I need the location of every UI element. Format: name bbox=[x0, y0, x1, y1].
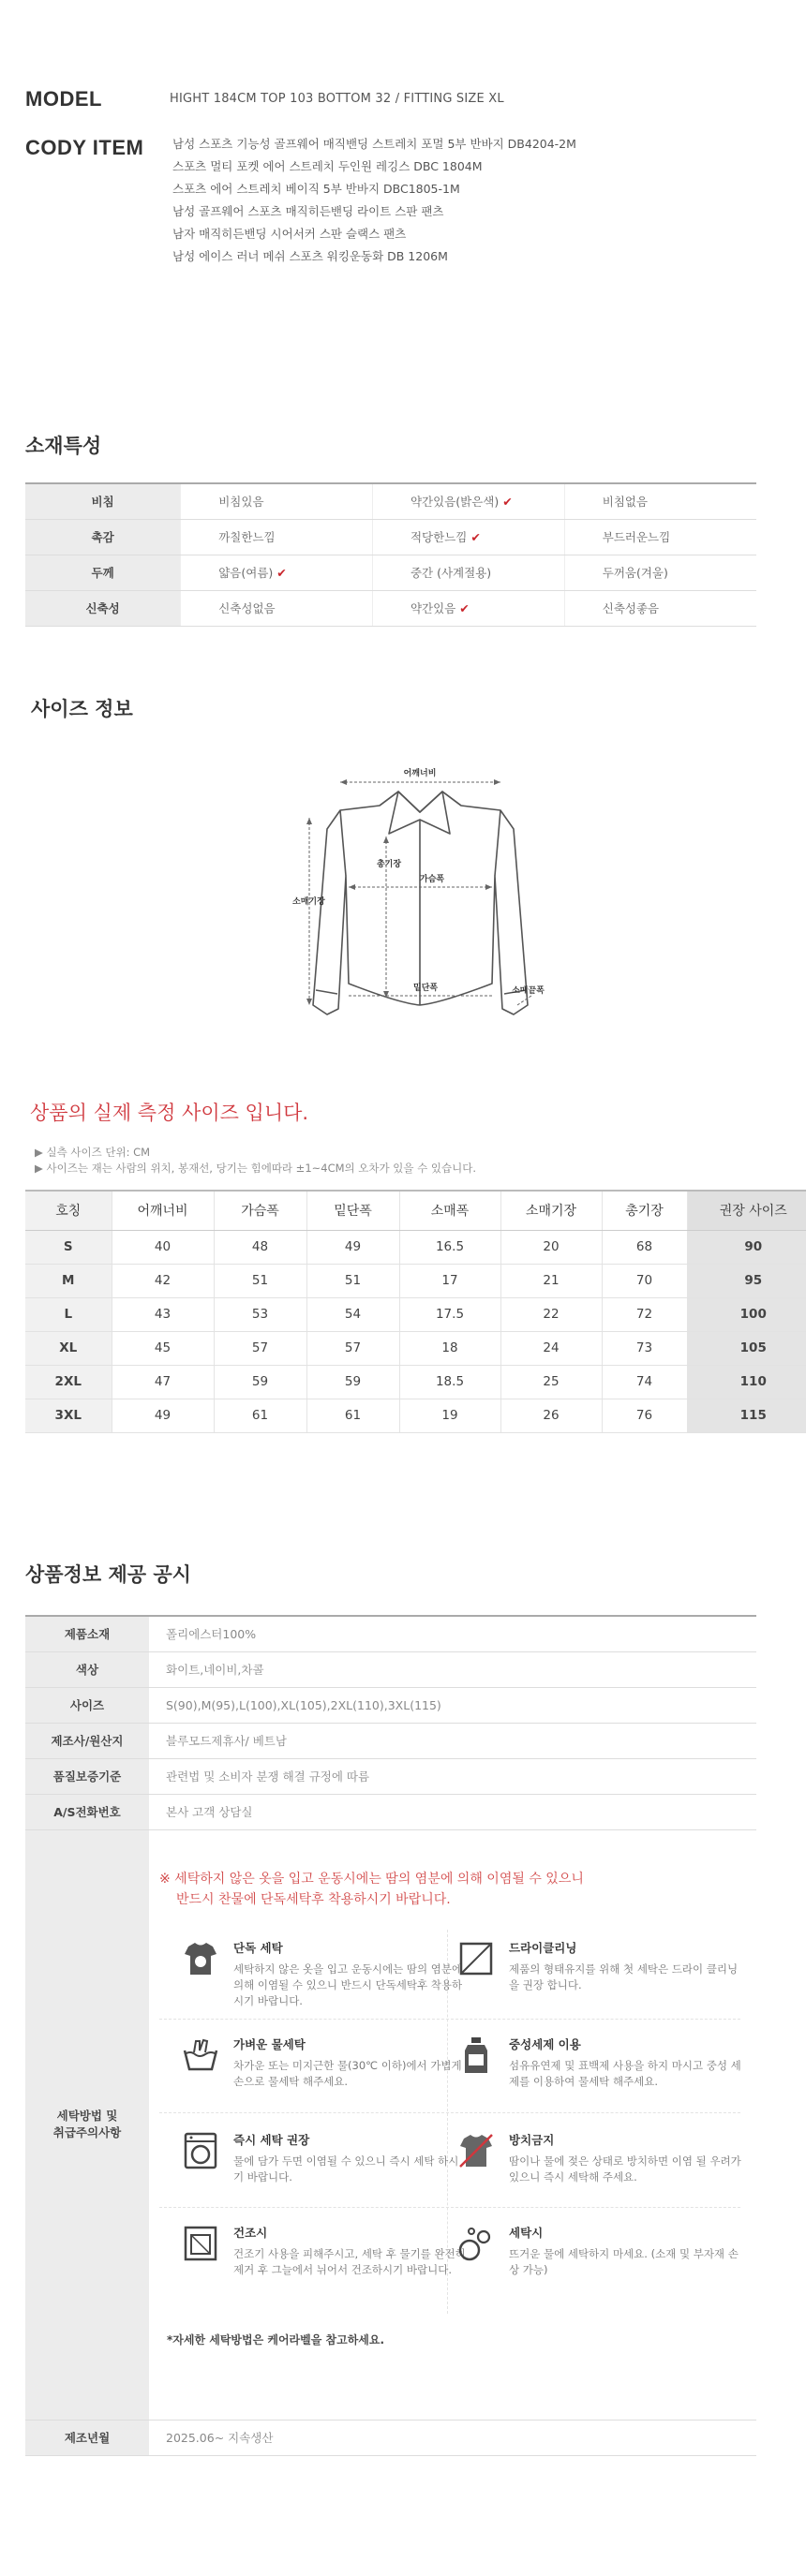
care-item-desc: 땀이나 물에 젖은 상태로 방치하면 이염 될 우려가 있으니 즉시 세탁해 주세요. bbox=[509, 2154, 741, 2184]
size-name-cell: XL bbox=[25, 1331, 112, 1365]
hand-wash-icon bbox=[181, 2036, 220, 2075]
notice-row bbox=[25, 1651, 756, 1687]
size-col-header: 밑단폭 bbox=[306, 1191, 399, 1230]
material-option bbox=[181, 483, 373, 519]
material-option-label: 얇음(여름) bbox=[218, 566, 274, 580]
material-option-label: 부드러운느낌 bbox=[602, 530, 671, 544]
notice-row-head: A/S전화번호 bbox=[25, 1794, 149, 1829]
size-value-cell: 74 bbox=[602, 1365, 687, 1399]
notice-row-head: 제품소재 bbox=[25, 1616, 149, 1651]
care-item-title: 건조시 bbox=[233, 2226, 268, 2240]
model-info: HIGHT 184CM TOP 103 BOTTOM 32 / FITTING SIZE XL bbox=[170, 92, 504, 106]
size-value-cell: 47 bbox=[112, 1365, 214, 1399]
size-name-cell: L bbox=[25, 1297, 112, 1331]
size-value-cell: 110 bbox=[687, 1365, 806, 1399]
material-option bbox=[372, 590, 564, 626]
size-row bbox=[25, 1297, 806, 1331]
size-value-cell: 19 bbox=[399, 1399, 500, 1432]
material-option bbox=[372, 483, 564, 519]
material-option-label: 적당한느낌 bbox=[410, 530, 468, 544]
care-item-desc: 제품의 형태유지를 위해 첫 세탁은 드라이 클리닝을 권장 합니다. bbox=[509, 1962, 739, 1991]
size-value-cell: 17 bbox=[399, 1264, 500, 1297]
measure-note-error: ▶ 사이즈는 재는 사람의 위치, 봉재선, 당기는 힘에따라 ±1~4CM의 오차가 있을 수 있습니다. bbox=[35, 1162, 477, 1175]
size-value-cell: 72 bbox=[602, 1297, 687, 1331]
size-value-cell: 49 bbox=[112, 1399, 214, 1432]
notice-row-head: 사이즈 bbox=[25, 1687, 149, 1723]
notice-row bbox=[25, 1687, 756, 1723]
care-footnote: *자세한 세탁방법은 케어라벨을 참고하세요. bbox=[167, 2333, 385, 2347]
size-value-cell: 24 bbox=[500, 1331, 602, 1365]
material-option bbox=[564, 555, 756, 590]
size-row bbox=[25, 1331, 806, 1365]
care-divider bbox=[159, 2112, 740, 2113]
size-value-cell: 43 bbox=[112, 1297, 214, 1331]
size-col-header: 어깨너비 bbox=[112, 1191, 214, 1230]
care-item-desc: 건조기 사용을 피해주시고, 세탁 후 물기를 완전히 제거 후 그늘에서 뉘어서 건조하시기 바랍니다. bbox=[233, 2247, 466, 2276]
size-value-cell: 51 bbox=[306, 1264, 399, 1297]
material-option-label: 까칠한느낌 bbox=[218, 530, 276, 544]
size-value-cell: 57 bbox=[214, 1331, 306, 1365]
cody-label: CODY ITEM bbox=[25, 136, 144, 159]
size-col-header: 가슴폭 bbox=[214, 1191, 306, 1230]
notice-row-value: S(90),M(95),L(100),XL(105),2XL(110),3XL(115) bbox=[149, 1687, 756, 1723]
check-icon: ✔ bbox=[470, 530, 481, 544]
no-leave-icon bbox=[456, 2131, 496, 2170]
size-value-cell: 26 bbox=[500, 1399, 602, 1432]
diagram-label-sleeve-width: 소매끝폭 bbox=[512, 986, 545, 996]
notice-row-value: 화이트,네이비,차콜 bbox=[149, 1651, 756, 1687]
material-option bbox=[372, 555, 564, 590]
check-icon: ✔ bbox=[459, 601, 470, 615]
material-option bbox=[181, 590, 373, 626]
size-value-cell: 90 bbox=[687, 1230, 806, 1264]
material-option-label: 중간 (사계절용) bbox=[410, 566, 492, 580]
size-value-cell: 59 bbox=[214, 1365, 306, 1399]
material-title: 소재특성 bbox=[25, 435, 102, 457]
cody-item: 남성 스포츠 기능성 골프웨어 매직밴딩 스트레치 포멀 5부 반바지 DB4204-2M bbox=[172, 137, 576, 151]
care-item-desc: 차가운 또는 미지근한 물(30℃ 이하)에서 가볍게 손으로 물세탁 해주세요. bbox=[233, 2059, 462, 2088]
size-value-cell: 48 bbox=[214, 1230, 306, 1264]
notice-row bbox=[25, 1723, 756, 1758]
check-icon: ✔ bbox=[502, 495, 513, 510]
detergent-icon bbox=[456, 2036, 496, 2075]
size-value-cell: 51 bbox=[214, 1264, 306, 1297]
care-warning-line-2: 반드시 찬물에 단독세탁후 착용하시기 바랍니다. bbox=[176, 1892, 451, 1907]
diagram-label-chest: 가슴폭 bbox=[420, 875, 445, 884]
measure-title: 상품의 실제 측정 사이즈 입니다. bbox=[30, 1102, 309, 1124]
size-value-cell: 95 bbox=[687, 1264, 806, 1297]
size-row bbox=[25, 1264, 806, 1297]
size-value-cell: 18 bbox=[399, 1331, 500, 1365]
size-value-cell: 54 bbox=[306, 1297, 399, 1331]
size-row bbox=[25, 1230, 806, 1264]
care-head: 세탁방법 및 취급주의사항 bbox=[25, 1829, 149, 2420]
notice-row-value: 폴리에스터100% bbox=[149, 1616, 756, 1651]
size-col-header: 소매기장 bbox=[500, 1191, 602, 1230]
material-option-label: 신축성좋음 bbox=[602, 601, 660, 615]
material-option bbox=[564, 483, 756, 519]
size-name-cell: M bbox=[25, 1264, 112, 1297]
material-table bbox=[25, 482, 756, 627]
size-value-cell: 59 bbox=[306, 1365, 399, 1399]
size-value-cell: 40 bbox=[112, 1230, 214, 1264]
care-warning-line-1: ※ 세탁하지 않은 옷을 입고 운동시에는 땀의 염분에 의해 이염될 수 있으니 bbox=[159, 1872, 584, 1887]
care-item-title: 세탁시 bbox=[509, 2226, 544, 2240]
size-value-cell: 53 bbox=[214, 1297, 306, 1331]
cody-item: 남성 에이스 러너 메쉬 스포츠 워킹운동화 DB 1206M bbox=[172, 249, 448, 263]
notice-row-value: 관련법 및 소비자 분쟁 해결 규정에 따름 bbox=[149, 1758, 756, 1794]
size-col-header: 소매폭 bbox=[399, 1191, 500, 1230]
care-divider bbox=[159, 2019, 740, 2020]
size-value-cell: 115 bbox=[687, 1399, 806, 1432]
size-value-cell: 45 bbox=[112, 1331, 214, 1365]
size-value-cell: 61 bbox=[214, 1399, 306, 1432]
cody-item: 남자 매직히든밴딩 시어서커 스판 슬랙스 팬츠 bbox=[172, 227, 407, 241]
size-col-header: 호칭 bbox=[25, 1191, 112, 1230]
size-col-header: 총기장 bbox=[602, 1191, 687, 1230]
dry-clean-icon bbox=[456, 1939, 496, 1978]
size-value-cell: 20 bbox=[500, 1230, 602, 1264]
size-info-title: 사이즈 정보 bbox=[31, 698, 133, 720]
size-value-cell: 16.5 bbox=[399, 1230, 500, 1264]
notice-title: 상품정보 제공 공시 bbox=[25, 1563, 191, 1586]
notice-row-head: 색상 bbox=[25, 1651, 149, 1687]
material-row-head: 신축성 bbox=[25, 590, 181, 626]
care-item-desc: 뜨거운 물에 세탁하지 마세요. (소재 및 부자재 손상 가능) bbox=[509, 2247, 739, 2276]
material-row-head: 촉감 bbox=[25, 519, 181, 555]
care-item-desc: 섬유유연제 및 표백제 사용을 하지 마시고 중성 세제를 이용하여 물세탁 해주세요. bbox=[509, 2059, 741, 2088]
care-item-title: 가벼운 물세탁 bbox=[233, 2037, 306, 2051]
material-row bbox=[25, 519, 756, 555]
care-item-desc: 세탁하지 않은 옷을 입고 운동시에는 땀의 염분에 의해 이염될 수 있으니 반드시 단독세탁후 착용하시기 바랍니다. bbox=[233, 1962, 463, 2007]
material-option-label: 약간있음 bbox=[410, 601, 456, 615]
material-option bbox=[181, 519, 373, 555]
diagram-label-total-length: 총기장 bbox=[376, 860, 402, 869]
dryer-icon bbox=[181, 2224, 220, 2263]
care-item-desc: 물에 담가 두면 이염될 수 있으니 즉시 세탁 하시기 바랍니다. bbox=[233, 2154, 459, 2184]
material-option bbox=[564, 519, 756, 555]
bubbles-icon bbox=[456, 2224, 496, 2263]
size-value-cell: 57 bbox=[306, 1331, 399, 1365]
material-option bbox=[181, 555, 373, 590]
care-item-title: 즉시 세탁 권장 bbox=[233, 2133, 310, 2147]
material-option-label: 두꺼움(겨울) bbox=[602, 566, 668, 580]
diagram-label-shoulder: 어깨너비 bbox=[403, 769, 437, 778]
cody-item: 남성 골프웨어 스포츠 매직히든밴딩 라이트 스판 팬츠 bbox=[172, 204, 444, 218]
size-row bbox=[25, 1399, 806, 1432]
check-icon: ✔ bbox=[276, 566, 287, 580]
size-value-cell: 100 bbox=[687, 1297, 806, 1331]
diagram-label-hem: 밑단폭 bbox=[413, 984, 439, 993]
notice-table bbox=[25, 1615, 756, 2456]
notice-row bbox=[25, 1758, 756, 1794]
notice-row bbox=[25, 1794, 756, 1829]
cody-item-list bbox=[172, 133, 576, 268]
washing-machine-icon bbox=[181, 2131, 220, 2170]
notice-row-head: 제조사/원산지 bbox=[25, 1723, 149, 1758]
date-head: 제조년월 bbox=[25, 2420, 149, 2455]
material-option bbox=[372, 519, 564, 555]
material-option-label: 신축성없음 bbox=[218, 601, 276, 615]
size-col-header: 권장 사이즈 bbox=[687, 1191, 806, 1230]
notice-row-value: 블루모드제휴사/ 베트남 bbox=[149, 1723, 756, 1758]
size-row bbox=[25, 1365, 806, 1399]
care-item-title: 단독 세탁 bbox=[233, 1941, 283, 1955]
care-item-title: 드라이클리닝 bbox=[509, 1941, 577, 1955]
size-value-cell: 17.5 bbox=[399, 1297, 500, 1331]
material-option-label: 약간있음(밝은색) bbox=[410, 495, 500, 510]
size-value-cell: 61 bbox=[306, 1399, 399, 1432]
date-value: 2025.06~ 지속생산 bbox=[149, 2420, 756, 2455]
material-option bbox=[564, 590, 756, 626]
shirt-wash-icon bbox=[181, 1939, 220, 1978]
size-value-cell: 70 bbox=[602, 1264, 687, 1297]
size-value-cell: 105 bbox=[687, 1331, 806, 1365]
size-value-cell: 68 bbox=[602, 1230, 687, 1264]
size-value-cell: 18.5 bbox=[399, 1365, 500, 1399]
size-value-cell: 22 bbox=[500, 1297, 602, 1331]
shirt-diagram bbox=[281, 763, 562, 1030]
notice-row-head: 품질보증기준 bbox=[25, 1758, 149, 1794]
size-name-cell: 3XL bbox=[25, 1399, 112, 1432]
size-value-cell: 21 bbox=[500, 1264, 602, 1297]
size-value-cell: 25 bbox=[500, 1365, 602, 1399]
notice-row bbox=[25, 1616, 756, 1651]
notice-row-value: 본사 고객 상담실 bbox=[149, 1794, 756, 1829]
material-row bbox=[25, 483, 756, 519]
material-row-head: 비침 bbox=[25, 483, 181, 519]
care-divider bbox=[159, 2207, 740, 2208]
size-value-cell: 49 bbox=[306, 1230, 399, 1264]
material-row bbox=[25, 590, 756, 626]
size-value-cell: 76 bbox=[602, 1399, 687, 1432]
model-label: MODEL bbox=[25, 87, 102, 111]
cody-item: 스포츠 멀티 포켓 에어 스트레치 두인원 레깅스 DBC 1804M bbox=[172, 159, 483, 173]
size-value-cell: 73 bbox=[602, 1331, 687, 1365]
material-row-head: 두께 bbox=[25, 555, 181, 590]
size-table bbox=[25, 1190, 806, 1433]
size-name-cell: 2XL bbox=[25, 1365, 112, 1399]
cody-item: 스포츠 에어 스트레치 베이직 5부 반바지 DBC1805-1M bbox=[172, 182, 460, 196]
care-item-title: 중성세제 이용 bbox=[509, 2037, 581, 2051]
size-name-cell: S bbox=[25, 1230, 112, 1264]
diagram-label-sleeve-length: 소매기장 bbox=[292, 897, 325, 907]
care-item-title: 방치금지 bbox=[509, 2133, 555, 2147]
measure-note-unit: ▶ 실측 사이즈 단위: CM bbox=[35, 1146, 151, 1159]
material-row bbox=[25, 555, 756, 590]
material-option-label: 비침있음 bbox=[218, 495, 264, 510]
material-option-label: 비침없음 bbox=[602, 495, 649, 510]
size-value-cell: 42 bbox=[112, 1264, 214, 1297]
